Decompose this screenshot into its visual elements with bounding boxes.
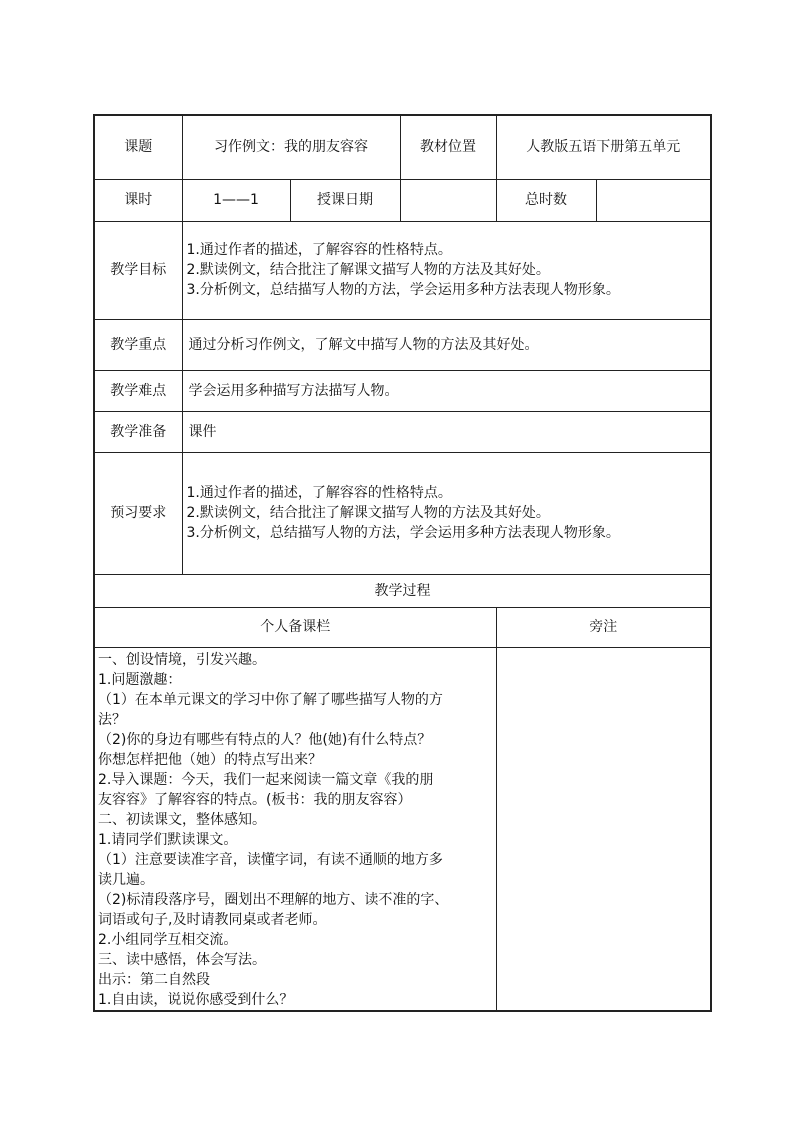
process-line: 1.问题激趣： <box>98 671 182 688</box>
preview-content <box>182 452 711 574</box>
preparation-value: 课件 <box>182 411 711 452</box>
process-line: 一、创设情境，引发兴趣。 <box>98 651 266 668</box>
row-goals <box>94 221 711 319</box>
lesson-plan-table <box>93 114 712 1012</box>
process-line: （2)你的身边有哪些有特点的人？他(她)有什么特点？ <box>98 731 432 748</box>
process-line: 二、初读课文，整体感知。 <box>98 811 266 828</box>
personal-column-content <box>94 647 496 1011</box>
total-label: 总时数 <box>496 179 596 221</box>
row-preview <box>94 452 711 574</box>
goals-content <box>182 221 711 319</box>
row-topic <box>94 115 711 179</box>
process-line: 你想怎样把他（她）的特点写出来？ <box>98 751 322 768</box>
process-line: 2.导入课题：今天，我们一起来阅读一篇文章《我的朋 <box>98 771 434 788</box>
period-value: 1——1 <box>182 179 290 221</box>
difficulties-value: 学会运用多种描写方法描写人物。 <box>182 370 711 411</box>
position-value: 人教版五语下册第五单元 <box>496 115 711 179</box>
topic-label: 课题 <box>94 115 182 179</box>
position-label: 教材位置 <box>400 115 496 179</box>
row-preparation <box>94 411 711 452</box>
notes-column-header: 旁注 <box>496 607 711 647</box>
process-line: 1.请同学们默读课文。 <box>98 831 238 848</box>
process-line: （1）在本单元课文的学习中你了解了哪些描写人物的方 <box>98 691 443 708</box>
notes-column-content <box>496 647 711 1011</box>
goal-item: 2.默读例文，结合批注了解课文描写人物的方法及其好处。 <box>186 262 550 278</box>
total-value <box>596 179 711 221</box>
row-process-body <box>94 647 711 1011</box>
process-line: 词语或句子,及时请教同桌或者老师。 <box>98 911 327 928</box>
key-points-label: 教学重点 <box>94 319 182 370</box>
preview-item: 2.默读例文，结合批注了解课文描写人物的方法及其好处。 <box>186 505 550 521</box>
process-line: 出示：第二自然段 <box>98 971 210 988</box>
date-value <box>400 179 496 221</box>
goal-item: 1.通过作者的描述，了解容容的性格特点。 <box>186 242 452 258</box>
goals-label: 教学目标 <box>94 221 182 319</box>
row-period <box>94 179 711 221</box>
period-label: 课时 <box>94 179 182 221</box>
preview-item: 1.通过作者的描述，了解容容的性格特点。 <box>186 485 452 501</box>
preview-label: 预习要求 <box>94 452 182 574</box>
row-key-points <box>94 319 711 370</box>
topic-value: 习作例文：我的朋友容容 <box>182 115 400 179</box>
preview-item: 3.分析例文，总结描写人物的方法，学会运用多种方法表现人物形象。 <box>186 525 620 541</box>
key-points-value: 通过分析习作例文，了解文中描写人物的方法及其好处。 <box>182 319 711 370</box>
process-line: 法？ <box>98 711 126 728</box>
row-process-header <box>94 607 711 647</box>
process-line: 三、读中感悟，体会写法。 <box>98 951 266 968</box>
process-line: 1.自由读，说说你感受到什么？ <box>98 991 294 1008</box>
personal-column-header: 个人备课栏 <box>94 607 496 647</box>
row-difficulties <box>94 370 711 411</box>
goal-item: 3.分析例文，总结描写人物的方法，学会运用多种方法表现人物形象。 <box>186 282 620 298</box>
process-line: 2.小组同学互相交流。 <box>98 931 238 948</box>
process-line: 友容容》了解容容的特点。(板书：我的朋友容容） <box>98 791 412 808</box>
row-process-title <box>94 574 711 607</box>
difficulties-label: 教学难点 <box>94 370 182 411</box>
process-line: （2)标清段落序号，圈划出不理解的地方、读不准的字、 <box>98 891 449 908</box>
preparation-label: 教学准备 <box>94 411 182 452</box>
process-title: 教学过程 <box>94 574 711 607</box>
date-label: 授课日期 <box>290 179 400 221</box>
process-line: （1）注意要读准字音，读懂字词，有读不通顺的地方多 <box>98 851 443 868</box>
process-line: 读几遍。 <box>98 871 154 888</box>
